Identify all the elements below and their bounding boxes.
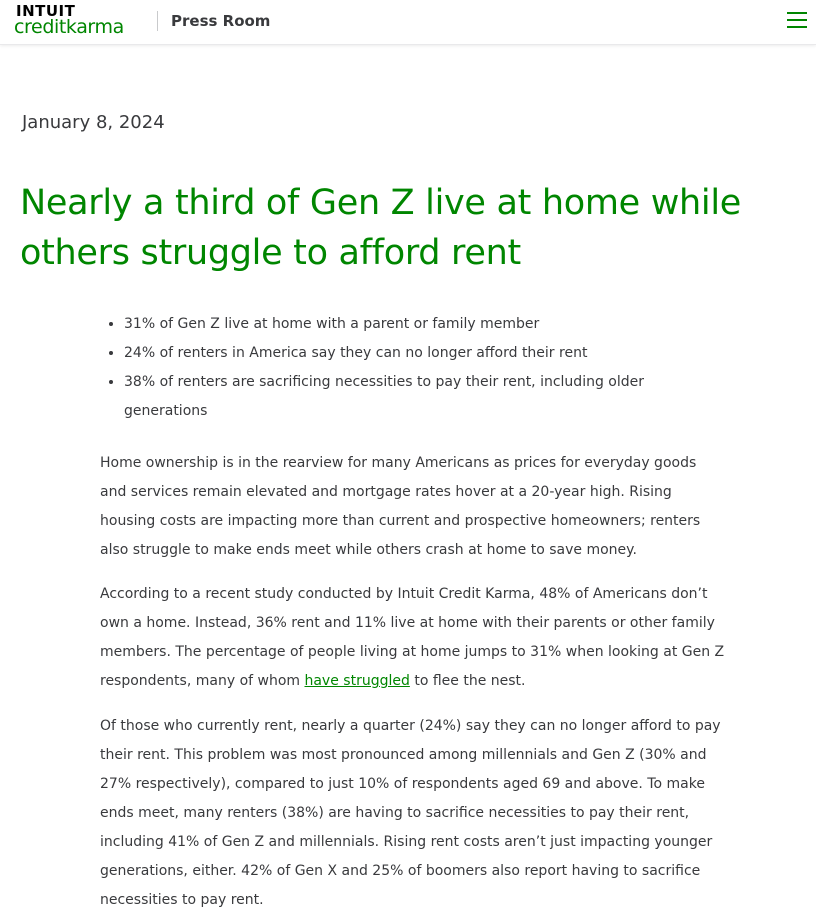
logo-creditkarma-text: creditkarma [14,16,124,38]
menu-line [787,19,807,21]
article-paragraph: Of those who currently rent, nearly a quarter (24%) say they can no longer afford to pay their rent. This problem was most pronounced among millennials and Gen Z (30% and 27% respectively), compared to just 10% of respondents aged 69 and above. To make ends meet, many renters (38%) are having to sacrifice necessities to pay their rent, including 41% of Gen Z and millennials. Rising rent costs aren’t just impacting younger generations, either. 42% of Gen X and 25% of boomers also report having to sacrifice necessities to pay rent. [100,718,721,908]
have-struggled-link[interactable]: have struggled [304,673,410,689]
article-title: Nearly a third of Gen Z live at home while others struggle to afford rent [20,183,742,273]
key-points-list [100,310,684,426]
article-paragraph: Home ownership is in the rearview for many Americans as prices for everyday goods and services remain elevated and mortgage rates hover at a 20-year high. Rising housing costs are impacting more than current and prospective homeowners; renters also struggle to make ends meet while others crash at home to save money. [100,455,701,558]
hamburger-menu-icon[interactable] [786,12,808,32]
article-date: January 8, 2024 [22,112,165,133]
paragraph-text: According to a recent study conducted by Intuit Credit Karma, 48% of Americans don’t own a home. Instead, 36% rent and 11% live at home with their parents or other family members. The percentage of people living at home jumps to 31% when looking at Gen Z respondents, many of whom [100,586,725,689]
menu-line [787,26,807,28]
key-point-item: • 31% of Gen Z live at home with a parent or family member [124,310,684,339]
article-paragraph [100,580,726,696]
key-point-item: • 38% of renters are sacrificing necessities to pay their rent, including older generations [124,368,684,426]
paragraph-text: to flee the nest. [409,673,526,689]
header-divider [157,11,158,31]
site-header [0,0,816,45]
menu-line [787,12,807,14]
key-point-item: • 24% of renters in America say they can no longer afford their rent [124,339,684,368]
credit-karma-logo[interactable] [14,3,142,39]
press-room-link[interactable]: Press Room [171,12,271,30]
logo-intuit-text: INTUIT [16,2,76,20]
